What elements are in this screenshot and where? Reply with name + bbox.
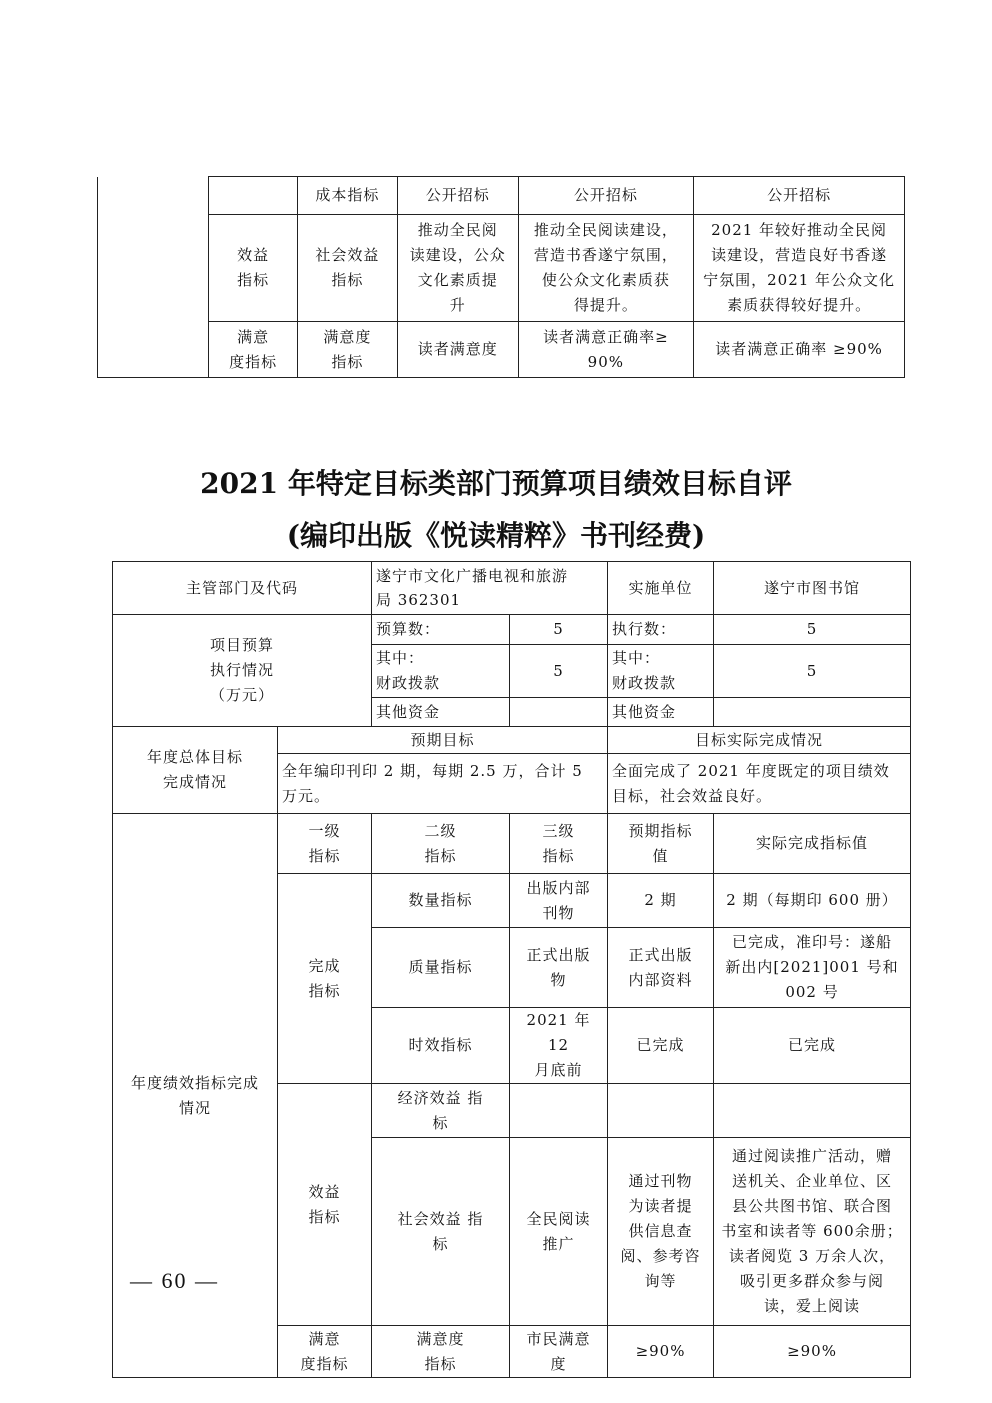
other-funds-label-2: 其他资金 bbox=[608, 698, 714, 727]
header-level2: 二级 指标 bbox=[372, 814, 510, 874]
benefit-actual bbox=[714, 1084, 911, 1138]
benefit-label: 效益 指标 bbox=[278, 1084, 372, 1326]
completion-l3: 正式出版 物 bbox=[510, 928, 608, 1008]
perf-label: 年度绩效指标完成 情况 bbox=[113, 814, 278, 1378]
completion-l2: 数量指标 bbox=[372, 874, 510, 928]
top-r1-c3: 公开招标 bbox=[398, 177, 518, 215]
satisfaction-l2: 满意度 指标 bbox=[372, 1326, 510, 1378]
other-funds-label: 其他资金 bbox=[372, 698, 510, 727]
actual-goal-header: 目标实际完成情况 bbox=[608, 727, 911, 754]
completion-expected: 2 期 bbox=[608, 874, 714, 928]
benefit-l3: 全民阅读 推广 bbox=[510, 1138, 608, 1326]
satisfaction-l3: 市民满意 度 bbox=[510, 1326, 608, 1378]
impl-unit-value: 遂宁市图书馆 bbox=[714, 562, 911, 615]
top-r3-c1: 满意 度指标 bbox=[209, 322, 297, 378]
report-title-line1: 2021 年特定目标类部门预算项目绩效目标自评 bbox=[200, 467, 792, 500]
impl-unit-label: 实施单位 bbox=[608, 562, 714, 615]
top-r2-c1: 效益 指标 bbox=[209, 215, 297, 322]
completion-actual: 已完成 bbox=[714, 1008, 911, 1084]
completion-l3: 2021 年 12 月底前 bbox=[510, 1008, 608, 1084]
satisfaction-l1: 满意 度指标 bbox=[278, 1326, 372, 1378]
budget-num-label: 预算数： bbox=[372, 615, 510, 645]
top-r1-c2: 成本指标 bbox=[297, 177, 397, 215]
of-which-value: 5 bbox=[510, 645, 608, 698]
exec-num-label: 执行数： bbox=[608, 615, 714, 645]
top-r2-c5: 2021 年较好推动全民阅 读建设，营造良好书香遂 宁氛围，2021 年公众文化 素质获得较好提升。 bbox=[694, 215, 905, 322]
satisfaction-actual: ≥90% bbox=[714, 1326, 911, 1378]
completion-l2: 时效指标 bbox=[372, 1008, 510, 1084]
benefit-expected bbox=[608, 1084, 714, 1138]
of-which-label: 其中： 财政拨款 bbox=[372, 645, 510, 698]
top-r1-c5: 公开招标 bbox=[694, 177, 905, 215]
top-r3-c5: 读者满意正确率 ≥90% bbox=[694, 322, 905, 378]
top-r2-c2: 社会效益 指标 bbox=[297, 215, 397, 322]
dept-value: 遂宁市文化广播电视和旅游 局 362301 bbox=[372, 562, 608, 615]
completion-actual: 已完成，准印号：遂船 新出内[2021]001 号和 002 号 bbox=[714, 928, 911, 1008]
of-which-value-2: 5 bbox=[714, 645, 911, 698]
completion-label: 完成 指标 bbox=[278, 874, 372, 1084]
header-actual: 实际完成指标值 bbox=[714, 814, 911, 874]
exec-num-value: 5 bbox=[714, 615, 911, 645]
benefit-l2: 社会效益 指 标 bbox=[372, 1138, 510, 1326]
top-r1-c1 bbox=[209, 177, 297, 215]
dept-label: 主管部门及代码 bbox=[113, 562, 372, 615]
expected-goal-text: 全年编印刊印 2 期，每期 2.5 万，合计 5 万元。 bbox=[278, 754, 608, 814]
other-funds-value bbox=[510, 698, 608, 727]
top-r2-c3: 推动全民阅 读建设，公众 文化素质提 升 bbox=[398, 215, 518, 322]
annual-goal-label: 年度总体目标 完成情况 bbox=[113, 727, 278, 814]
left-spacer-cell bbox=[98, 177, 209, 378]
benefit-l2: 经济效益 指 标 bbox=[372, 1084, 510, 1138]
completion-expected: 正式出版 内部资料 bbox=[608, 928, 714, 1008]
actual-goal-text: 全面完成了 2021 年度既定的项目绩效 目标，社会效益良好。 bbox=[608, 754, 911, 814]
header-level1: 一级 指标 bbox=[278, 814, 372, 874]
benefit-l3 bbox=[510, 1084, 608, 1138]
other-funds-value-2 bbox=[714, 698, 911, 727]
top-r3-c3: 读者满意度 bbox=[398, 322, 518, 378]
benefit-actual: 通过阅读推广活动，赠 送机关、企业单位、区 县公共图书馆、联合图 书室和读者等 600余册； 读者阅览 3 万余人次， 吸引更多群众参与阅 读，爱上阅读 bbox=[714, 1138, 911, 1326]
page-number: — 60 — bbox=[126, 1268, 223, 1294]
top-r2-c4: 推动全民阅读建设， 营造书香遂宁氛围， 使公众文化素质获 得提升。 bbox=[518, 215, 694, 322]
top-r1-c4: 公开招标 bbox=[518, 177, 694, 215]
budget-num-value: 5 bbox=[510, 615, 608, 645]
benefit-expected: 通过刊物 为读者提 供信息查 阅、参考咨 询等 bbox=[608, 1138, 714, 1326]
main-evaluation-table bbox=[112, 561, 911, 1378]
completion-actual: 2 期（每期印 600 册） bbox=[714, 874, 911, 928]
completion-l2: 质量指标 bbox=[372, 928, 510, 1008]
top-r3-c2: 满意度 指标 bbox=[297, 322, 397, 378]
top-r3-c4: 读者满意正确率≥ 90% bbox=[518, 322, 694, 378]
report-title-line2: (编印出版《悦读精粹》书刊经费) bbox=[286, 519, 706, 552]
top-continuation-table bbox=[97, 176, 905, 378]
header-expected: 预期指标 值 bbox=[608, 814, 714, 874]
expected-goal-header: 预期目标 bbox=[278, 727, 608, 754]
completion-expected: 已完成 bbox=[608, 1008, 714, 1084]
completion-l3: 出版内部 刊物 bbox=[510, 874, 608, 928]
budget-label: 项目预算 执行情况 （万元） bbox=[113, 615, 372, 727]
satisfaction-expected: ≥90% bbox=[608, 1326, 714, 1378]
of-which-label-2: 其中： 财政拨款 bbox=[608, 645, 714, 698]
header-level3: 三级 指标 bbox=[510, 814, 608, 874]
